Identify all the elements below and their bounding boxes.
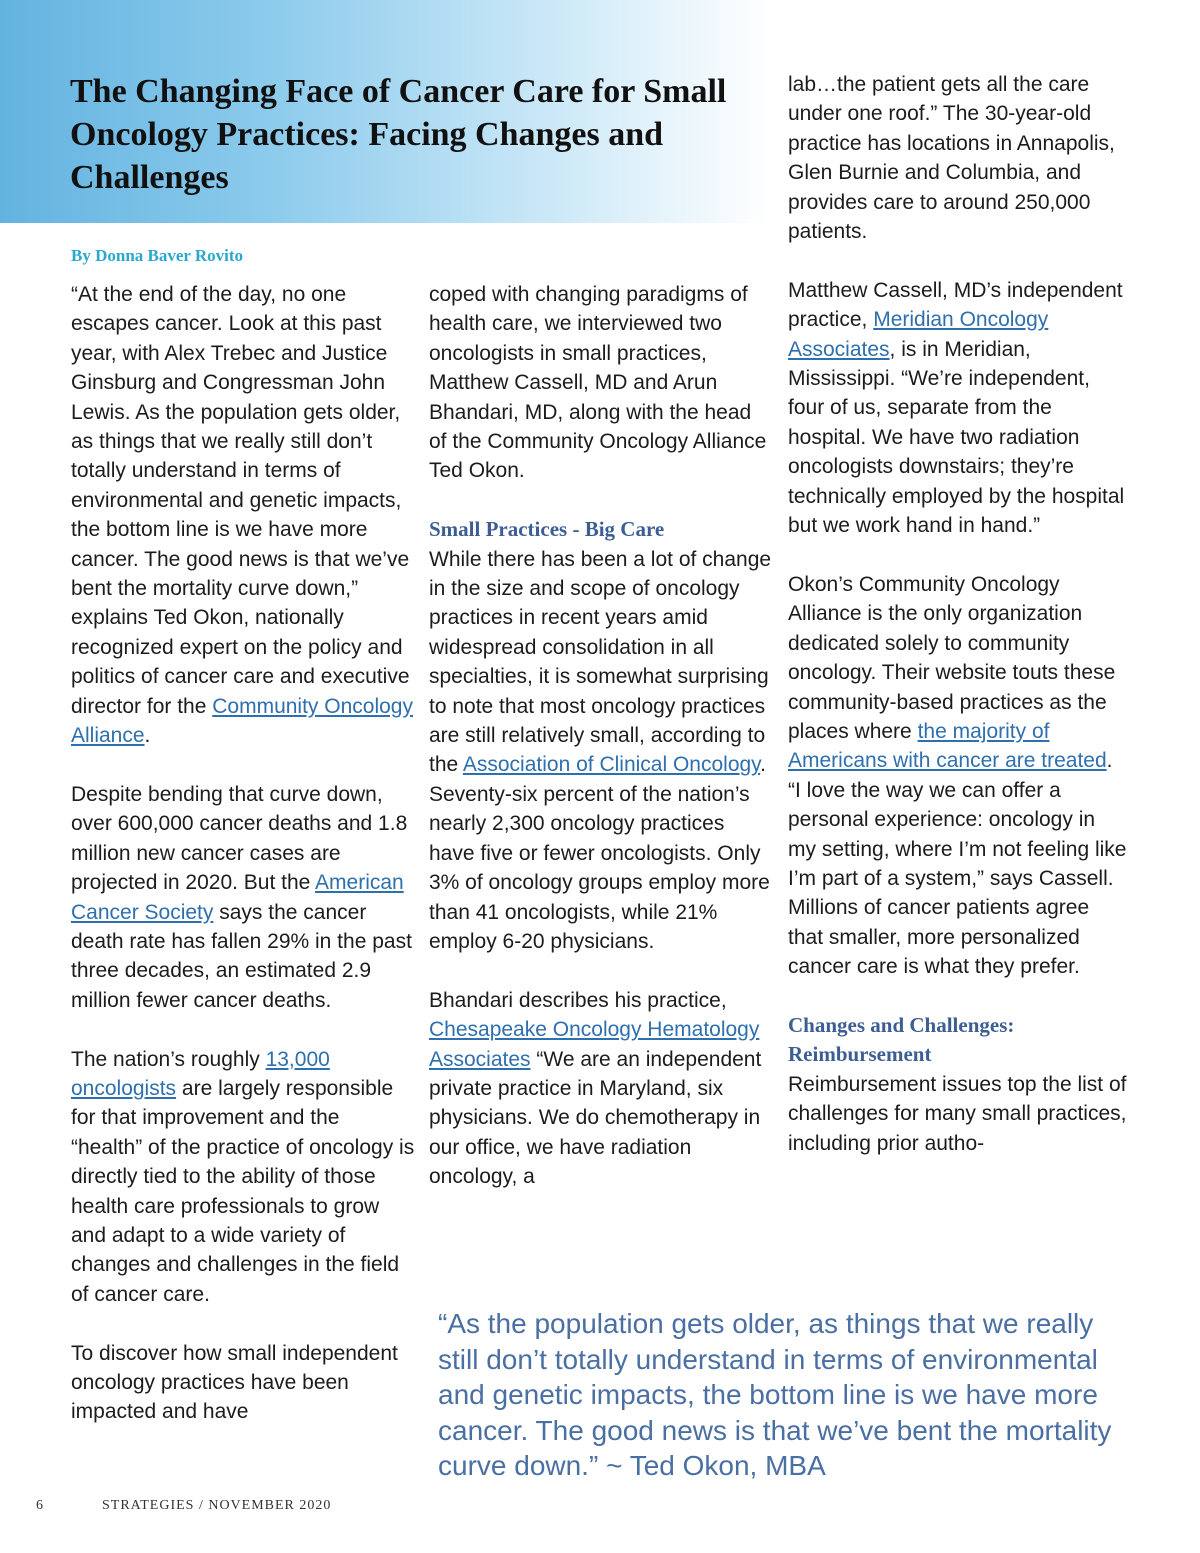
paragraph-text: , is in Meridian, Mississippi. “We’re independent, four of us, separate from the hospital. We have two radiation oncologists downstairs; they’re technically employed by the hospital but we work hand in hand.” [788,337,1125,538]
paragraph-text: Despite bending that curve down, over 600,000 cancer deaths and 1.8 million new cancer cases are projected in 2020. But the [71,782,408,895]
oncologists-link[interactable]: 13,000 oncologists [71,1047,330,1100]
paragraph [788,570,1128,776]
paragraph [71,280,416,751]
section-subhead: Changes and Challenges: Reimbursement [788,1012,1015,1067]
paragraph [71,1045,416,1310]
publication-name: STRATEGIES / NOVEMBER 2020 [102,1498,332,1513]
byline: By Donna Baver Rovito [71,246,244,265]
association-of-clinical-oncology-link[interactable]: Association of Clinical Oncology [462,753,761,777]
paragraph: coped with changing paradigms of health care, we interviewed two oncologists in small practices, Matthew Cassell, MD and Arun Bhandari, MD, along with the head of the Community Oncology Alliance Ted Okon. [429,283,767,483]
paragraph-text: . [144,724,151,748]
paragraph-text: Okon’s Community Oncology Alliance is the only organization dedicated solely to community oncology. Their website touts these community-based practices as the places where [788,572,1116,743]
chesapeake-oncology-link[interactable]: Chesapeake Oncology Hematology Associates [429,1018,760,1071]
section [788,1011,1128,1158]
paragraph-text: are largely responsible for that improvement and the “health” of the practice of oncology is directly tied to the ability of those health care professionals to grow and adapt to a wide variety of changes and challenges in the field of cancer care. [71,1076,415,1306]
paragraph-text: While there has been a lot of change in the size and scope of oncology practices in recent years amid widespread consolidation in all specialties, it is somewhat surprising to note that most oncology practices are still relatively small, according to the [429,547,772,777]
article-headline: The Changing Face of Cancer Care for Small Oncology Practices: Facing Changes and Challenges [70,73,727,196]
paragraph: “I love the way we can offer a personal experience: oncology in my setting, where I’m not feeling like I’m part of a system,” says Cassell. Millions of cancer patients agree that smaller, more personalized cancer care is what they prefer. [788,778,1127,979]
pull-quote: “As the population gets older, as things that we really still don’t totally understand in terms of environmental and genetic impacts, the bottom line is we have more cancer. The good news is that we’ve bent the mortality curve down.” ~ Ted Okon, MBA [438,1308,1112,1481]
community-oncology-alliance-link[interactable]: Community Oncology Alliance [71,694,413,748]
paragraph-text: The nation’s roughly [71,1047,266,1071]
american-cancer-society-link[interactable]: American Cancer Society [71,871,404,924]
paragraph [71,780,416,1015]
paragraph-text: . [1106,749,1113,773]
paragraph [429,986,774,1192]
article-column-3 [788,70,1128,1158]
section-subhead: Small Practices - Big Care [429,517,665,542]
paragraph-text: “We are an independent private practice in Maryland, six physicians. We do chemotherapy in our office, we have radiation oncology, a [429,1047,762,1189]
paragraph-text: says the cancer death rate has fallen 29% in the past three decades, an estimated 2.9 million fewer cancer deaths. [71,900,412,1012]
article-column-2 [429,280,774,1192]
paragraph [788,276,1128,541]
paragraph-text: Matthew Cassell, MD’s independent practice, [788,278,1123,332]
majority-of-americans-link[interactable]: the majority of Americans with cancer are treated [788,719,1107,773]
page-footer [36,1498,332,1514]
paragraph: lab…the patient gets all the care under one roof.” The 30-year-old practice has locations in Annapolis, Glen Burnie and Columbia, and provides care to around 250,000 patients. [788,73,1115,244]
meridian-oncology-link[interactable]: Meridian Oncology Associates [788,308,1049,361]
page-number: 6 [36,1498,44,1513]
paragraph-text: “At the end of the day, no one escapes cancer. Look at this past year, with Alex Trebec and Justice Ginsburg and Congressman John Lewis. As the population gets older, as things that we really still don’t totally understand in terms of environmental and genetic impacts, the bottom line is we have more cancer. The good news is that we’ve bent the mortality curve down,” explains Ted Okon, nationally recognized expert on the policy and politics of cancer care and executive director for the [71,283,410,718]
section [429,515,774,956]
paragraph-text: Reimbursement issues top the list of challenges for many small practices, including prior autho- [788,1072,1127,1155]
paragraph-text: Bhandari describes his practice, [429,988,727,1012]
paragraph: To discover how small independent oncology practices have been impacted and have [71,1341,398,1424]
article-column-1 [71,280,416,1427]
paragraph-text: . Seventy-six percent of the nation’s nearly 2,300 oncology practices have five or fewer oncologists. Only 3% of oncology groups employ more than 41 oncologists, while 21% employ 6-20 physicians. [429,753,770,953]
